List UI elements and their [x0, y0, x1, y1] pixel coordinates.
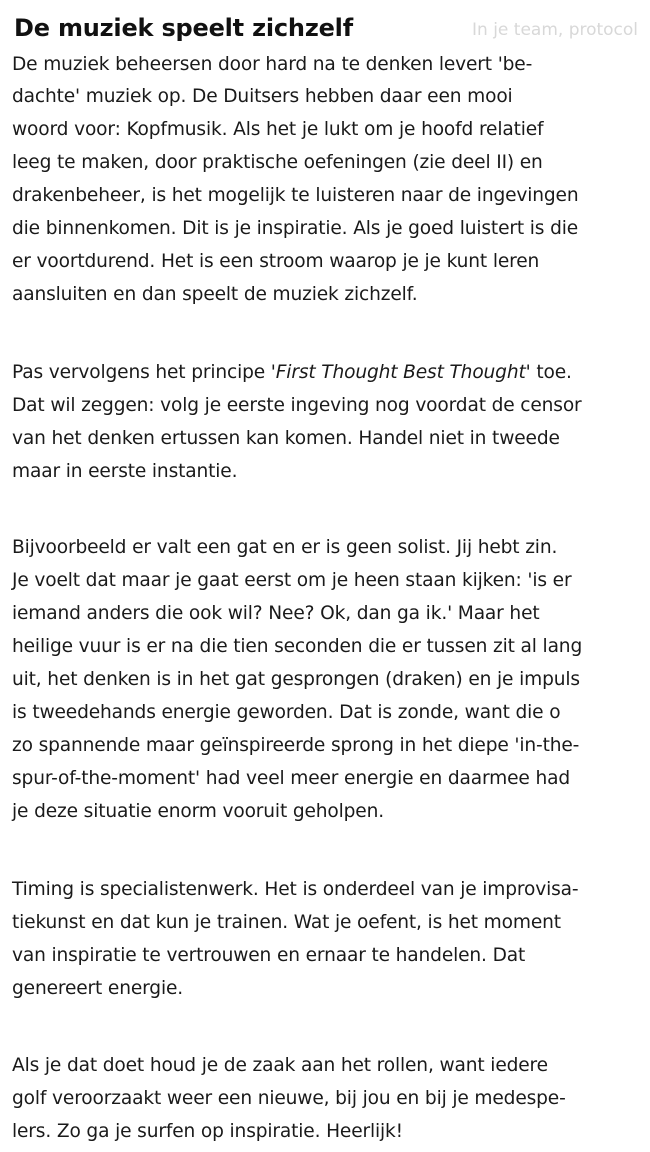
text-line: van het denken ertussen kan komen. Handel niet in tweede: [12, 428, 560, 449]
text-line: woord voor: Kopfmusik. Als het je lukt om je hoofd relatief: [12, 119, 544, 140]
text-run: toe.: [530, 362, 572, 383]
text-line: is tweedehands energie geworden. Dat is zonde, want die o: [12, 702, 561, 723]
text-line: die binnenkomen. Dit is je inspiratie. Als je goed luistert is die: [12, 218, 579, 239]
text-line: maar in eerste instantie.: [12, 461, 238, 482]
text-line: [12, 357, 572, 389]
text-line: heilige vuur is er na die tien seconden die er tussen zit al lang: [12, 636, 583, 657]
text-line: spur-of-the-moment' had veel meer energie en daarmee had: [12, 768, 570, 789]
text-line: De muziek beheersen door hard na te denken levert 'be-: [12, 54, 533, 75]
text-line: lers. Zo ga je surfen op inspiratie. Heerlijk!: [12, 1121, 403, 1142]
bleed-through-text: In je team, protocol: [472, 20, 639, 40]
text-line: golf veroorzaakt weer een nieuwe, bij jou en bij je medespe-: [12, 1088, 566, 1109]
text-line: Timing is specialistenwerk. Het is onderdeel van je improvisa-: [12, 879, 579, 900]
text-line: Bijvoorbeeld er valt een gat en er is geen solist. Jij hebt zin.: [12, 537, 558, 558]
text-line: genereert energie.: [12, 978, 184, 999]
text-line: Je voelt dat maar je gaat eerst om je heen staan kijken: 'is er: [12, 570, 572, 591]
text-line: zo spannende maar geïnspireerde sprong in het diepe 'in-the-: [12, 735, 580, 756]
text-run: Pas vervolgens het principe: [12, 362, 271, 383]
text-line: Als je dat doet houd je de zaak aan het rollen, want iedere: [12, 1055, 548, 1076]
text-line: aansluiten en dan speelt de muziek zichzelf.: [12, 284, 418, 305]
text-line: leeg te maken, door praktische oefeningen (zie deel II) en: [12, 152, 543, 173]
italic-phrase: 'First Thought Best Thought': [270, 362, 531, 383]
text-line: tiekunst en dat kun je trainen. Wat je oefent, is het moment: [12, 912, 561, 933]
text-line: drakenbeheer, is het mogelijk te luisteren naar de ingevingen: [12, 185, 579, 206]
text-line: iemand anders die ook wil? Nee? Ok, dan ga ik.' Maar het: [12, 603, 540, 624]
text-line: je deze situatie enorm vooruit geholpen.: [12, 801, 384, 822]
text-line: Dat wil zeggen: volg je eerste ingeving nog voordat de censor: [12, 395, 582, 416]
text-line: uit, het denken is in het gat gesprongen (draken) en je impuls: [12, 669, 580, 690]
text-line: er voortdurend. Het is een stroom waarop je je kunt leren: [12, 251, 540, 272]
text-line: dachte' muziek op. De Duitsers hebben daar een mooi: [12, 86, 513, 107]
section-heading: De muziek speelt zichzelf: [14, 14, 353, 42]
text-line: van inspiratie te vertrouwen en ernaar te handelen. Dat: [12, 945, 526, 966]
